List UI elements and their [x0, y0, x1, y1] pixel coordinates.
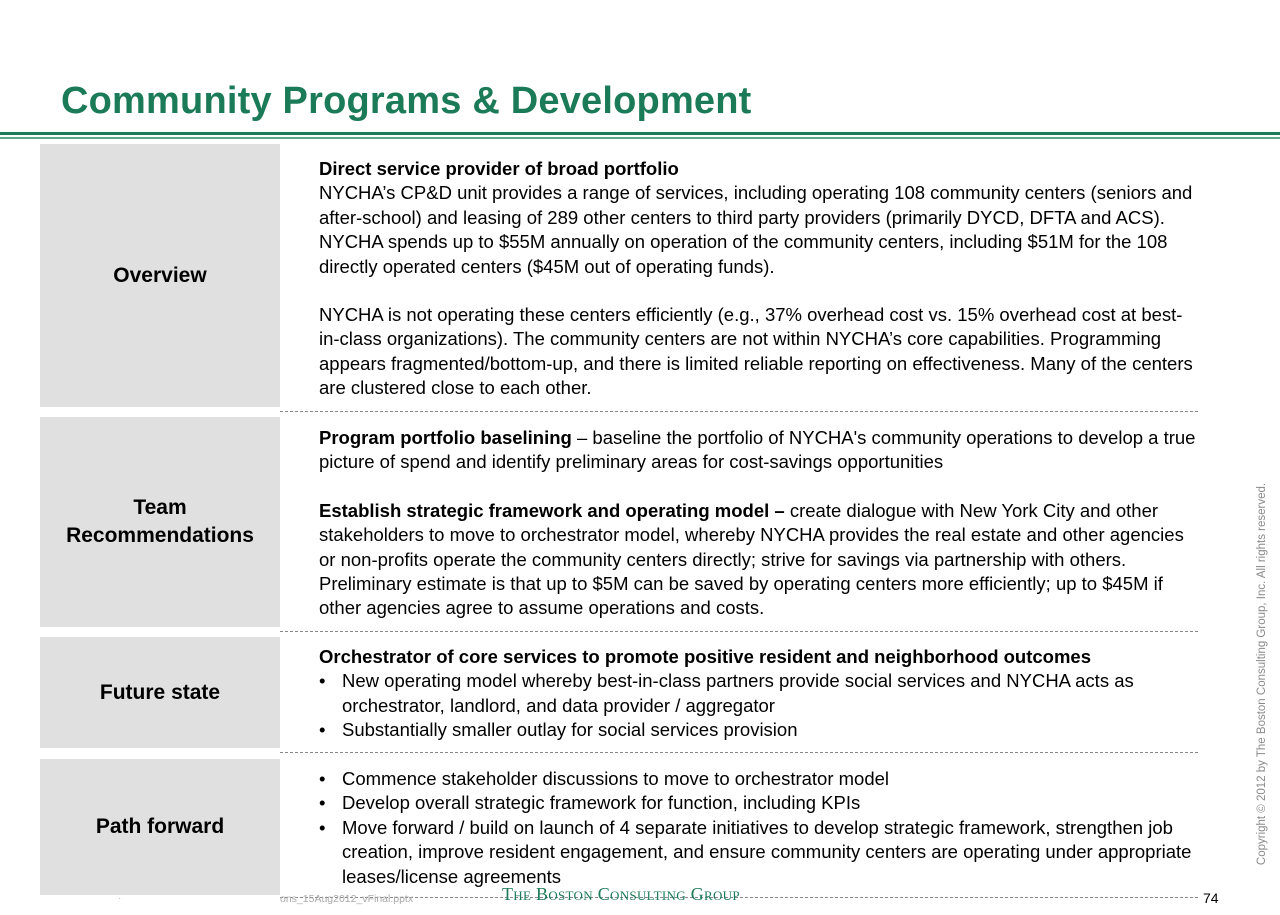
section-divider [280, 631, 1198, 632]
future-content [319, 645, 1199, 743]
team-rec-1-title: Program portfolio baselining [319, 427, 572, 448]
overview-content [319, 157, 1199, 401]
title-rule-thin [0, 137, 1280, 139]
footer-left-mark: · [118, 893, 122, 904]
section-divider [280, 411, 1198, 412]
future-label-box [40, 637, 280, 748]
list-item: • New operating model whereby best-in-class partners provide social services and NYCHA acts as orchestrator, landlord, and data provider / aggregator [319, 669, 1199, 718]
future-label: Future state [99, 680, 221, 704]
title-rule [0, 132, 1280, 135]
overview-para-2: NYCHA is not operating these centers efficiently (e.g., 37% overhead cost vs. 15% overhead cost at best-in-class organizations). The community centers are not within NYCHA’s core capabilities. Programming appears fragmented/bottom-up, and there is limited reliable reporting on effectiveness. Many of the centers are clustered close to each other. [319, 304, 1193, 399]
page-number: 74 [1203, 890, 1219, 906]
path-bullets [319, 767, 1199, 889]
team-rec-1-text: – baseline the portfolio of NYCHA's community operations to develop a true picture of spend and identify preliminary areas for cost-savings opportunities [319, 427, 1196, 473]
bcg-logo: The Boston Consulting Group [502, 884, 740, 904]
future-bullets [319, 669, 1199, 742]
list-item: • Substantially smaller outlay for social services provision [319, 718, 1199, 742]
path-label-box [40, 759, 280, 895]
overview-para-1: NYCHA’s CP&D unit provides a range of services, including operating 108 community centers (seniors and after-school) and leasing of 289 other centers to third party providers (primarily DYCD, DFTA and ACS). NYCHA spends up to $55M annually on operation of the community centers, including $51M for the 108 directly operated centers ($45M out of operating funds). [319, 182, 1193, 277]
list-item: • Move forward / build on launch of 4 separate initiatives to develop strategic framework, strengthen job creation, improve resident engagement, and ensure community centers are operating under appropriate leases/license agreements [319, 816, 1199, 889]
future-heading: Orchestrator of core services to promote positive resident and neighborhood outcomes [319, 646, 1092, 667]
team-rec-2 [319, 499, 1199, 621]
path-label: Path forward [95, 815, 225, 838]
overview-label: Overview [113, 263, 207, 287]
section-divider [280, 752, 1198, 753]
path-content [319, 767, 1199, 889]
overview-heading: Direct service provider of broad portfolio [319, 158, 679, 179]
overview-label-box [40, 144, 280, 407]
team-label: Team Recommendations [66, 496, 254, 547]
team-content [319, 426, 1199, 621]
footer-filename: ons_15Aug2012_vFinal.pptx [280, 893, 414, 905]
list-item: • Commence stakeholder discussions to move to orchestrator model [319, 767, 1199, 791]
list-item: • Develop overall strategic framework for function, including KPIs [319, 791, 1199, 815]
team-label-box [40, 417, 280, 627]
team-rec-2-text: create dialogue with New York City and other stakeholders to move to orchestrator model, whereby NYCHA provides the real estate and other agencies or non-profits operate the community centers directly; strive for savings via partnership with others. Preliminary estimate is that up to $5M can be saved by operating centers more efficiently; up to $45M if other agencies agree to assume operations and costs. [319, 499, 1184, 619]
page-title: Community Programs & Development [61, 80, 752, 122]
copyright-notice: Copyright © 2012 by The Boston Consulting Group, Inc. All rights reserved. [1256, 482, 1268, 866]
team-rec-1 [319, 426, 1199, 475]
team-rec-2-title: Establish strategic framework and operating model – [319, 499, 785, 521]
